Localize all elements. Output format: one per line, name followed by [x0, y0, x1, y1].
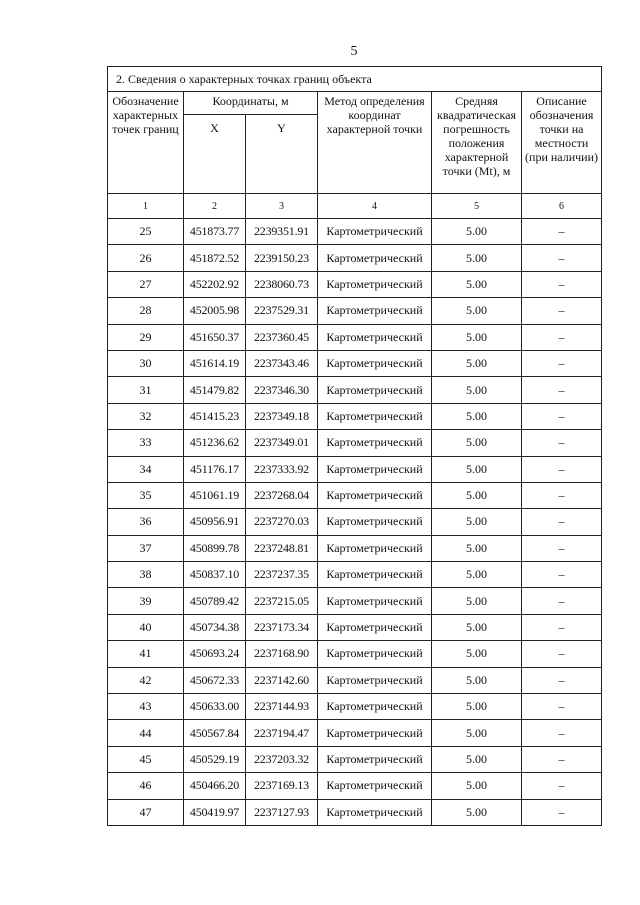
error-cell: 5.00	[432, 482, 522, 508]
column-number-row	[108, 194, 602, 219]
method-cell: Картометрический	[318, 720, 432, 746]
description-cell: –	[522, 720, 602, 746]
method-cell: Картометрический	[318, 324, 432, 350]
method-cell: Картометрический	[318, 377, 432, 403]
error-cell: 5.00	[432, 773, 522, 799]
method-cell: Картометрический	[318, 219, 432, 245]
table-row	[108, 271, 602, 297]
table-row	[108, 403, 602, 429]
description-cell: –	[522, 562, 602, 588]
point-number-cell: 25	[108, 219, 184, 245]
method-cell: Картометрический	[318, 456, 432, 482]
point-number-cell: 45	[108, 746, 184, 772]
point-number-cell: 27	[108, 271, 184, 297]
y-coordinate-cell: 2237144.93	[246, 694, 318, 720]
method-cell: Картометрический	[318, 667, 432, 693]
method-cell: Картометрический	[318, 298, 432, 324]
description-cell: –	[522, 535, 602, 561]
y-coordinate-cell: 2237127.93	[246, 799, 318, 825]
y-coordinate-cell: 2239150.23	[246, 245, 318, 271]
point-number-cell: 36	[108, 509, 184, 535]
description-cell: –	[522, 456, 602, 482]
description-cell: –	[522, 430, 602, 456]
column-number: 5	[432, 194, 522, 219]
column-number: 6	[522, 194, 602, 219]
method-cell: Картометрический	[318, 746, 432, 772]
description-cell: –	[522, 298, 602, 324]
x-coordinate-cell: 452005.98	[184, 298, 246, 324]
y-coordinate-cell: 2237360.45	[246, 324, 318, 350]
error-cell: 5.00	[432, 746, 522, 772]
point-number-cell: 35	[108, 482, 184, 508]
x-coordinate-cell: 452202.92	[184, 271, 246, 297]
method-cell: Картометрический	[318, 562, 432, 588]
point-number-cell: 28	[108, 298, 184, 324]
description-cell: –	[522, 324, 602, 350]
x-coordinate-cell: 450734.38	[184, 614, 246, 640]
point-number-cell: 46	[108, 773, 184, 799]
description-cell: –	[522, 245, 602, 271]
x-coordinate-cell: 450789.42	[184, 588, 246, 614]
table-row	[108, 509, 602, 535]
x-coordinate-cell: 450899.78	[184, 535, 246, 561]
description-cell: –	[522, 667, 602, 693]
column-number: 1	[108, 194, 184, 219]
description-cell: –	[522, 403, 602, 429]
y-coordinate-cell: 2237142.60	[246, 667, 318, 693]
y-coordinate-cell: 2237194.47	[246, 720, 318, 746]
error-cell: 5.00	[432, 535, 522, 561]
point-number-cell: 26	[108, 245, 184, 271]
x-coordinate-cell: 451614.19	[184, 350, 246, 376]
y-coordinate-cell: 2237169.13	[246, 773, 318, 799]
method-cell: Картометрический	[318, 535, 432, 561]
boundary-points-table	[107, 66, 602, 826]
point-number-cell: 44	[108, 720, 184, 746]
x-coordinate-cell: 451236.62	[184, 430, 246, 456]
point-number-cell: 40	[108, 614, 184, 640]
table-row	[108, 350, 602, 376]
x-coordinate-cell: 450567.84	[184, 720, 246, 746]
description-cell: –	[522, 271, 602, 297]
y-coordinate-cell: 2237203.32	[246, 746, 318, 772]
table-row	[108, 535, 602, 561]
error-cell: 5.00	[432, 350, 522, 376]
method-cell: Картометрический	[318, 614, 432, 640]
description-cell: –	[522, 746, 602, 772]
y-coordinate-cell: 2237215.05	[246, 588, 318, 614]
table-row	[108, 667, 602, 693]
x-coordinate-cell: 450633.00	[184, 694, 246, 720]
error-cell: 5.00	[432, 377, 522, 403]
description-cell: –	[522, 641, 602, 667]
error-cell: 5.00	[432, 456, 522, 482]
error-cell: 5.00	[432, 588, 522, 614]
method-cell: Картометрический	[318, 694, 432, 720]
method-cell: Картометрический	[318, 271, 432, 297]
header-x: X	[184, 115, 246, 194]
table-row	[108, 588, 602, 614]
table-row	[108, 456, 602, 482]
y-coordinate-cell: 2237529.31	[246, 298, 318, 324]
point-number-cell: 41	[108, 641, 184, 667]
method-cell: Картометрический	[318, 245, 432, 271]
error-cell: 5.00	[432, 667, 522, 693]
header-mean-square-error: Средняя квадратическая погрешность положения характерной точки (Mt), м	[432, 92, 522, 194]
y-coordinate-cell: 2237343.46	[246, 350, 318, 376]
error-cell: 5.00	[432, 614, 522, 640]
error-cell: 5.00	[432, 403, 522, 429]
table-row	[108, 720, 602, 746]
error-cell: 5.00	[432, 562, 522, 588]
table-row	[108, 324, 602, 350]
error-cell: 5.00	[432, 430, 522, 456]
point-number-cell: 32	[108, 403, 184, 429]
x-coordinate-cell: 451650.37	[184, 324, 246, 350]
y-coordinate-cell: 2237349.01	[246, 430, 318, 456]
table-row	[108, 245, 602, 271]
point-number-cell: 38	[108, 562, 184, 588]
column-number: 4	[318, 194, 432, 219]
header-y: Y	[246, 115, 318, 194]
table-row	[108, 298, 602, 324]
y-coordinate-cell: 2237333.92	[246, 456, 318, 482]
table-row	[108, 430, 602, 456]
x-coordinate-cell: 451176.17	[184, 456, 246, 482]
table-row	[108, 694, 602, 720]
y-coordinate-cell: 2238060.73	[246, 271, 318, 297]
table-row	[108, 641, 602, 667]
x-coordinate-cell: 451873.77	[184, 219, 246, 245]
method-cell: Картометрический	[318, 482, 432, 508]
point-number-cell: 30	[108, 350, 184, 376]
table-row	[108, 377, 602, 403]
method-cell: Картометрический	[318, 350, 432, 376]
x-coordinate-cell: 450837.10	[184, 562, 246, 588]
description-cell: –	[522, 509, 602, 535]
section-title-row	[108, 67, 602, 92]
table-row	[108, 773, 602, 799]
description-cell: –	[522, 614, 602, 640]
x-coordinate-cell: 450419.97	[184, 799, 246, 825]
point-number-cell: 37	[108, 535, 184, 561]
y-coordinate-cell: 2237237.35	[246, 562, 318, 588]
header-description: Описание обозначения точки на местности (при наличии)	[522, 92, 602, 194]
error-cell: 5.00	[432, 694, 522, 720]
error-cell: 5.00	[432, 219, 522, 245]
error-cell: 5.00	[432, 245, 522, 271]
table-row	[108, 219, 602, 245]
point-number-cell: 29	[108, 324, 184, 350]
description-cell: –	[522, 350, 602, 376]
x-coordinate-cell: 450956.91	[184, 509, 246, 535]
header-row	[108, 92, 602, 115]
description-cell: –	[522, 219, 602, 245]
error-cell: 5.00	[432, 324, 522, 350]
error-cell: 5.00	[432, 799, 522, 825]
column-number: 3	[246, 194, 318, 219]
error-cell: 5.00	[432, 298, 522, 324]
x-coordinate-cell: 451415.23	[184, 403, 246, 429]
method-cell: Картометрический	[318, 799, 432, 825]
error-cell: 5.00	[432, 720, 522, 746]
description-cell: –	[522, 694, 602, 720]
description-cell: –	[522, 377, 602, 403]
description-cell: –	[522, 588, 602, 614]
table-row	[108, 482, 602, 508]
point-number-cell: 34	[108, 456, 184, 482]
x-coordinate-cell: 451872.52	[184, 245, 246, 271]
point-number-cell: 33	[108, 430, 184, 456]
point-number-cell: 47	[108, 799, 184, 825]
table-row	[108, 799, 602, 825]
method-cell: Картометрический	[318, 641, 432, 667]
table-row	[108, 614, 602, 640]
header-coordinates: Координаты, м	[184, 92, 318, 115]
x-coordinate-cell: 451479.82	[184, 377, 246, 403]
y-coordinate-cell: 2237270.03	[246, 509, 318, 535]
method-cell: Картометрический	[318, 773, 432, 799]
table-row	[108, 562, 602, 588]
point-number-cell: 39	[108, 588, 184, 614]
x-coordinate-cell: 451061.19	[184, 482, 246, 508]
x-coordinate-cell: 450466.20	[184, 773, 246, 799]
y-coordinate-cell: 2237346.30	[246, 377, 318, 403]
error-cell: 5.00	[432, 641, 522, 667]
header-method: Метод определения координат характерной точки	[318, 92, 432, 194]
method-cell: Картометрический	[318, 403, 432, 429]
description-cell: –	[522, 773, 602, 799]
x-coordinate-cell: 450672.33	[184, 667, 246, 693]
y-coordinate-cell: 2237248.81	[246, 535, 318, 561]
method-cell: Картометрический	[318, 430, 432, 456]
description-cell: –	[522, 482, 602, 508]
point-number-cell: 31	[108, 377, 184, 403]
x-coordinate-cell: 450693.24	[184, 641, 246, 667]
error-cell: 5.00	[432, 509, 522, 535]
y-coordinate-cell: 2237168.90	[246, 641, 318, 667]
point-number-cell: 42	[108, 667, 184, 693]
page-number: 5	[350, 44, 358, 59]
column-number: 2	[184, 194, 246, 219]
error-cell: 5.00	[432, 271, 522, 297]
y-coordinate-cell: 2237349.18	[246, 403, 318, 429]
description-cell: –	[522, 799, 602, 825]
method-cell: Картометрический	[318, 588, 432, 614]
y-coordinate-cell: 2237173.34	[246, 614, 318, 640]
point-number-cell: 43	[108, 694, 184, 720]
section-title: 2. Сведения о характерных точках границ объекта	[108, 67, 602, 92]
y-coordinate-cell: 2237268.04	[246, 482, 318, 508]
method-cell: Картометрический	[318, 509, 432, 535]
table-row	[108, 746, 602, 772]
x-coordinate-cell: 450529.19	[184, 746, 246, 772]
y-coordinate-cell: 2239351.91	[246, 219, 318, 245]
header-point-designation: Обозначение характерных точек границ	[108, 92, 184, 194]
